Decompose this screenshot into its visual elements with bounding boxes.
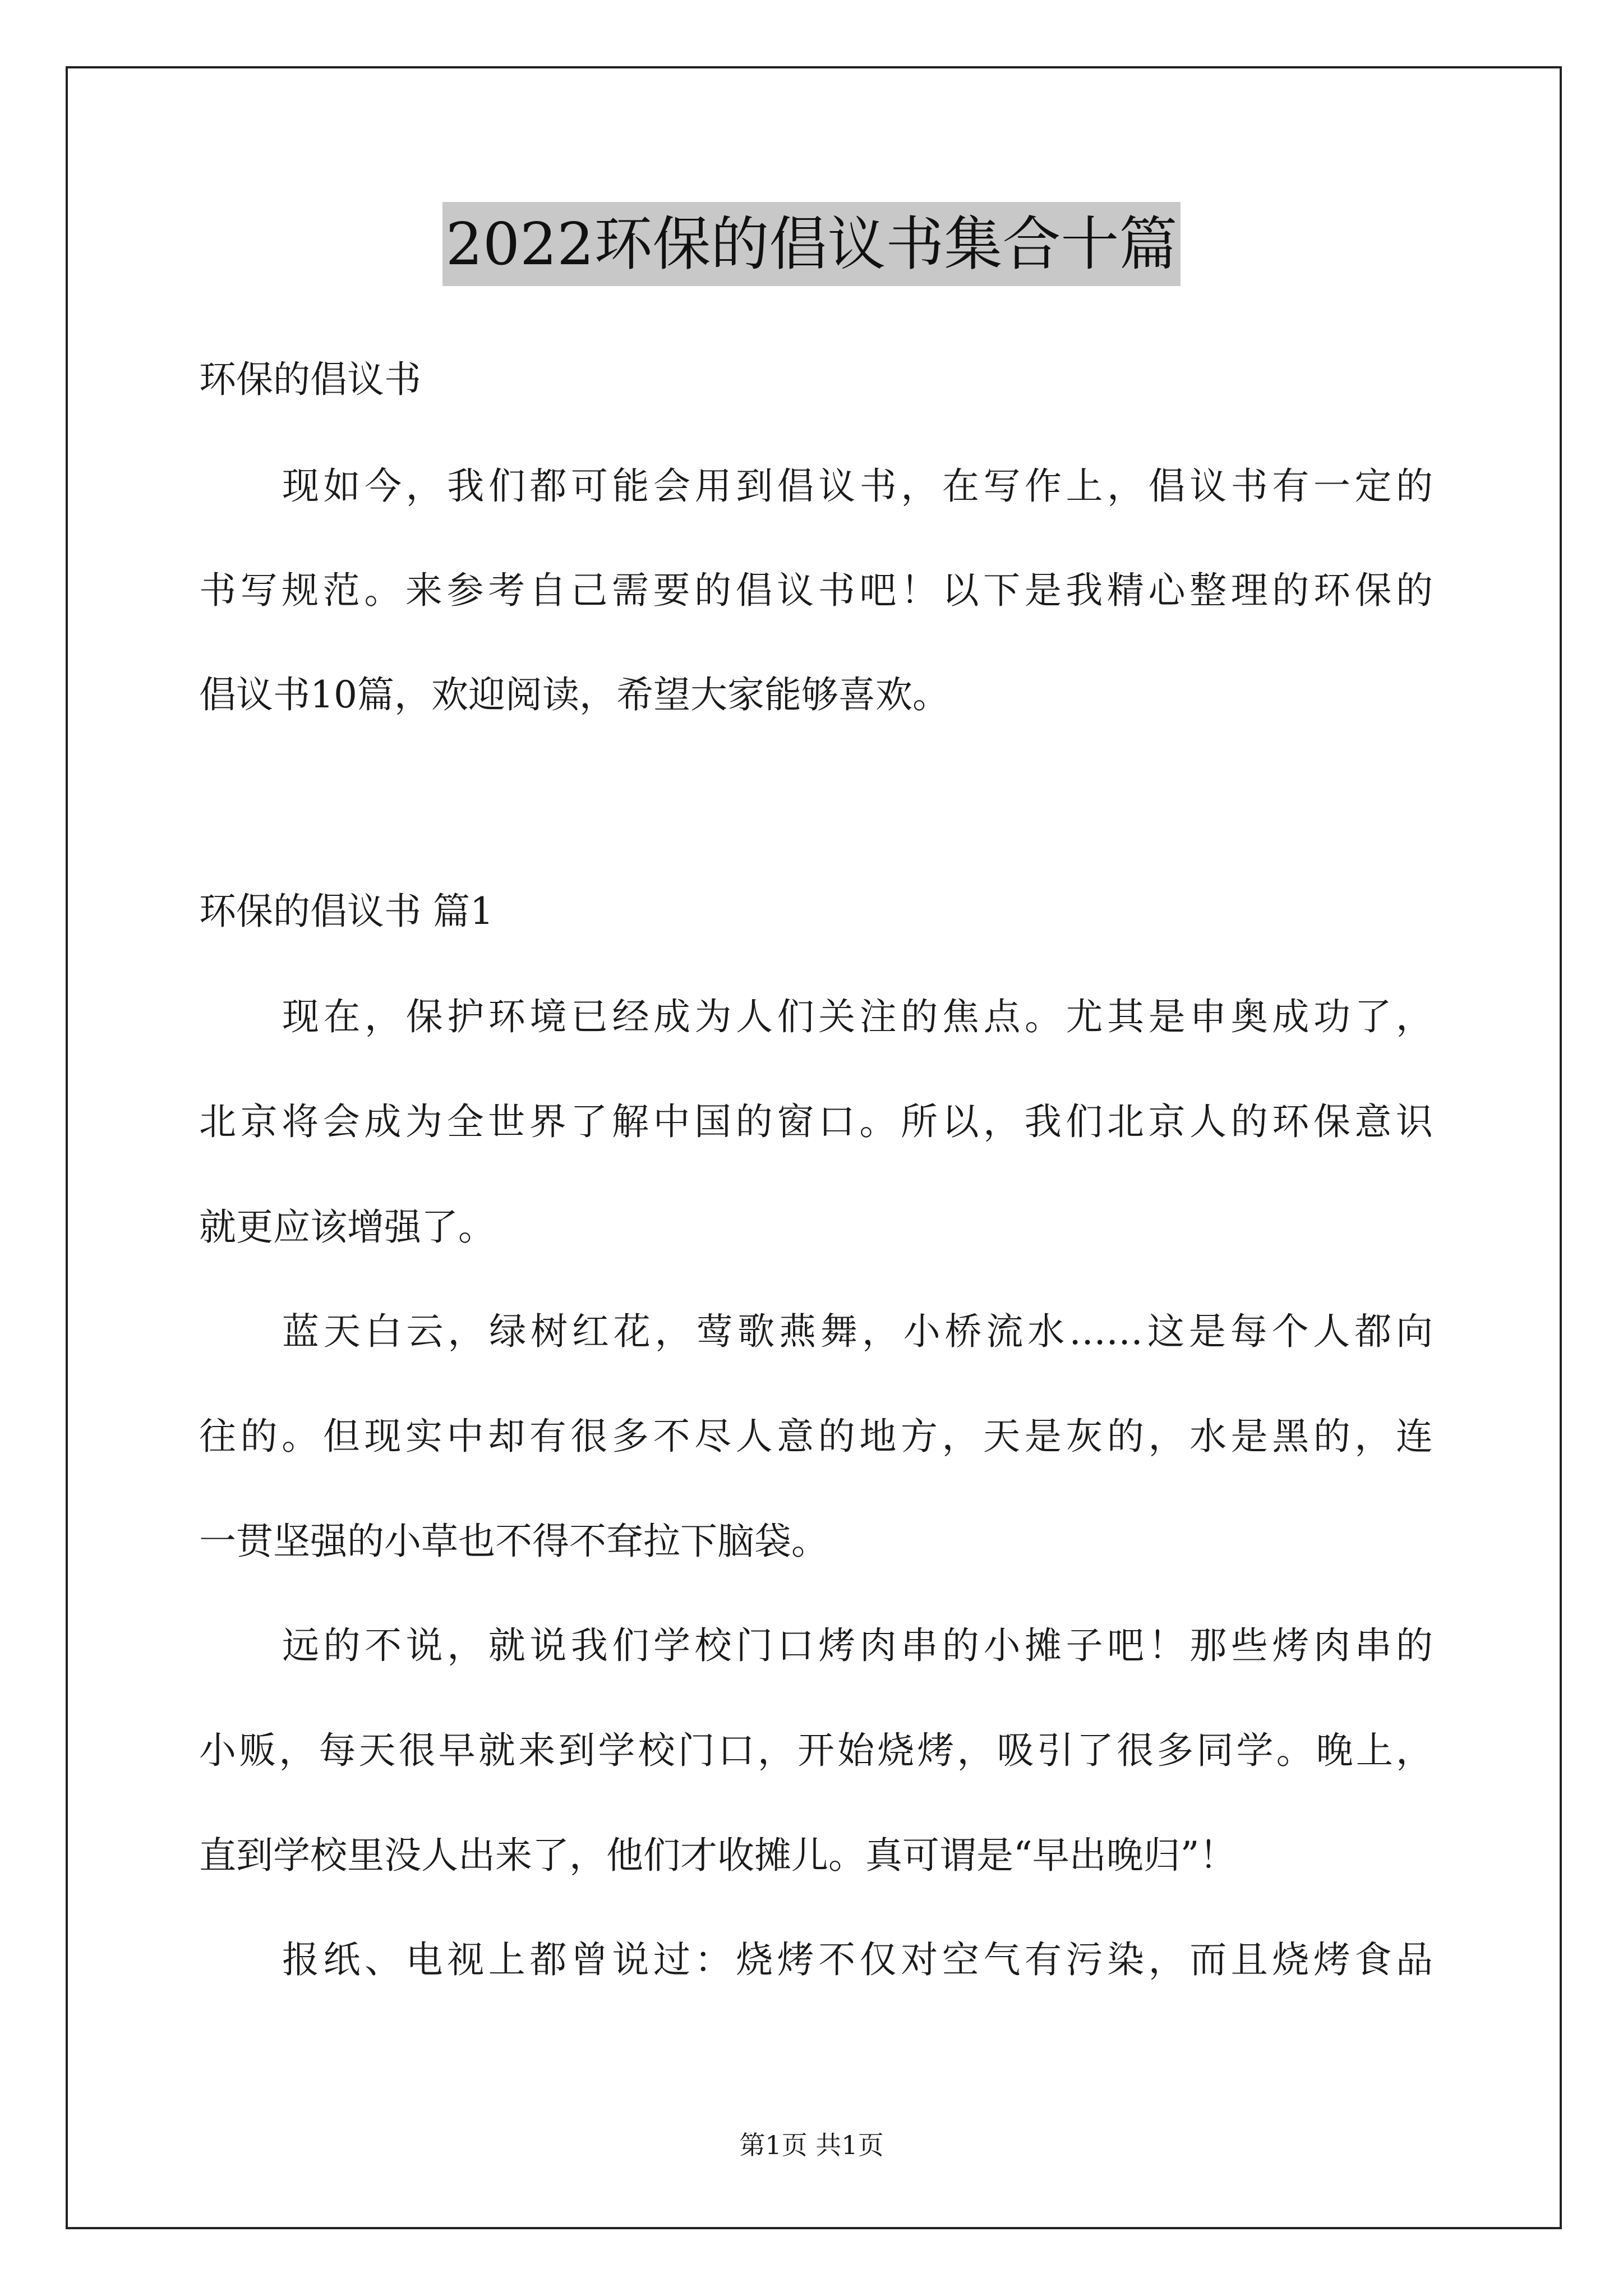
title-container [0, 202, 1623, 286]
document-title: 2022环保的倡议书集合十篇 [442, 202, 1181, 286]
paragraph-line: 远的不说，就说我们学校门口烤肉串的小摊子吧！那些烤肉串的 [282, 1624, 1433, 1667]
section-heading: 环保的倡议书 篇1 [199, 890, 494, 933]
paragraph-line: 就更应该增强了。 [199, 1205, 495, 1249]
paragraph-line: 现在，保护环境已经成为人们关注的焦点。尤其是申奥成功了， [282, 995, 1433, 1038]
paragraph-line: 北京将会成为全世界了解中国的窗口。所以，我们北京人的环保意识 [199, 1100, 1433, 1143]
page-footer: 第1页 共1页 [739, 2130, 884, 2160]
paragraph-line: 蓝天白云，绿树红花，莺歌燕舞，小桥流水……这是每个人都向 [282, 1310, 1433, 1353]
intro-line-2: 书写规范。来参考自己需要的倡议书吧！以下是我精心整理的环保的 [199, 569, 1433, 612]
paragraph-line: 直到学校里没人出来了，他们才收摊儿。真可谓是“早出晚归”！ [199, 1834, 1237, 1877]
paragraph-line: 一贯坚强的小草也不得不耷拉下脑袋。 [199, 1520, 828, 1563]
intro-line-3: 倡议书10篇，欢迎阅读，希望大家能够喜欢。 [199, 673, 949, 716]
intro-heading: 环保的倡议书 [199, 358, 421, 401]
paragraph-line: 小贩，每天很早就来到学校门口，开始烧烤，吸引了很多同学。晚上， [199, 1729, 1433, 1772]
paragraph-line: 报纸、电视上都曾说过：烧烤不仅对空气有污染，而且烧烤食品 [282, 1938, 1433, 1981]
intro-line-1: 现如今，我们都可能会用到倡议书，在写作上，倡议书有一定的 [282, 464, 1433, 508]
paragraph-line: 往的。但现实中却有很多不尽人意的地方，天是灰的，水是黑的，连 [199, 1415, 1433, 1458]
